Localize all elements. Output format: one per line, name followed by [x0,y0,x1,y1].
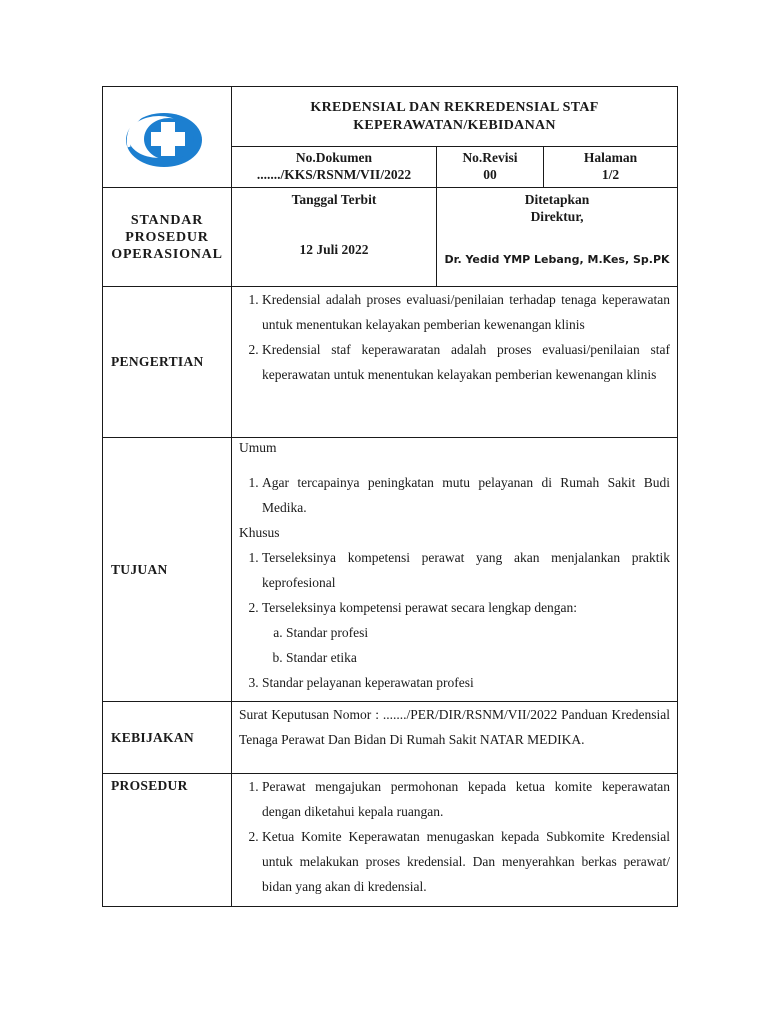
khusus-item [262,595,670,670]
prosedur-item: 2. Ketua Komite Keperawatan menugaskan kepada Subkomite Kredensial untuk melakukan proses kredensial. Dan menyerahkan berkas perawat/ bidan yang akan di kredensial. [262,824,670,899]
khusus-item: 3. Standar pelayanan keperawatan profesi [262,670,670,695]
khusus-item-text: Terseleksinya kompetensi perawat secara lengkap dengan: [262,600,578,615]
sop-label-cell [103,188,232,287]
pengertian-list [239,287,670,387]
halaman-value: 1/2 [601,167,620,182]
khusus-sub-item: b. Standar etika [286,645,670,670]
ditetapkan-label: Ditetapkan [524,192,590,207]
tanggal-terbit-value: 12 Juli 2022 [299,242,369,257]
umum-label: Umum [239,440,277,455]
umum-list [239,470,670,520]
no-revisi-cell [437,147,544,188]
sop-document [102,86,677,906]
title-line2: KEPERAWATAN/KEBIDANAN [353,118,556,133]
ditetapkan-cell [437,188,678,287]
logo-cell [103,87,232,188]
no-revisi-label: No.Revisi [462,150,518,165]
khusus-label: Khusus [239,525,280,540]
pengertian-item: 2. Kredensial staf keperawaratan adalah proses evaluasi/penilaian staf keperawatan untuk menentukan kelayakan pemberian kewenangan klinis [262,337,670,387]
no-dokumen-label: No.Dokumen [295,150,373,165]
direktur-label: Direktur, [530,209,584,224]
tanggal-terbit-label: Tanggal Terbit [291,192,377,207]
title-line1: KREDENSIAL DAN REKREDENSIAL STAF [310,100,599,115]
kebijakan-label: KEBIJAKAN [103,702,232,774]
halaman-label: Halaman [583,150,638,165]
halaman-cell [544,147,678,188]
prosedur-list [239,774,670,899]
sop-label-line3: OPERASIONAL [111,247,223,262]
sop-label-line1: STANDAR [130,213,204,228]
no-dokumen-value: ......./KKS/RSNM/VII/2022 [256,167,412,182]
pengertian-item: 1. Kredensial adalah proses evaluasi/penilaian terhadap tenaga keperawatan untuk menentukan kelayakan pemberian kewenangan klinis [262,287,670,337]
umum-item: 1. Agar tercapainya peningkatan mutu pelayanan di Rumah Sakit Budi Medika. [262,470,670,520]
sop-table [102,86,678,907]
tanggal-terbit-cell [232,188,437,287]
hospital-cross-logo [123,107,205,169]
khusus-item: 1. Terseleksinya kompetensi perawat yang akan menjalankan praktik keprofesional [262,545,670,595]
director-signatory: Dr. Yedid YMP Lebang, M.Kes, Sp.PK [444,253,670,266]
tujuan-content [232,438,678,702]
khusus-list [239,545,670,695]
khusus-sub-list [262,620,670,670]
prosedur-label: PROSEDUR [103,774,232,907]
khusus-sub-item: a. Standar profesi [286,620,670,645]
sop-label-line2: PROSEDUR [125,230,209,245]
pengertian-label: PENGERTIAN [103,287,232,438]
document-title [232,87,678,147]
pengertian-content [232,287,678,438]
no-revisi-value: 00 [483,167,497,182]
tujuan-label: TUJUAN [103,438,232,702]
no-dokumen-cell [232,147,437,188]
prosedur-content [232,774,678,907]
prosedur-item: 1. Perawat mengajukan permohonan kepada ketua komite keperawatan dengan diketahui kepala ruangan. [262,774,670,824]
kebijakan-text: Surat Keputusan Nomor : ......./PER/DIR/RSNM/VII/2022 Panduan Kredensial Tenaga Perawat Dan Bidan Di Rumah Sakit NATAR MEDIKA. [232,702,678,774]
